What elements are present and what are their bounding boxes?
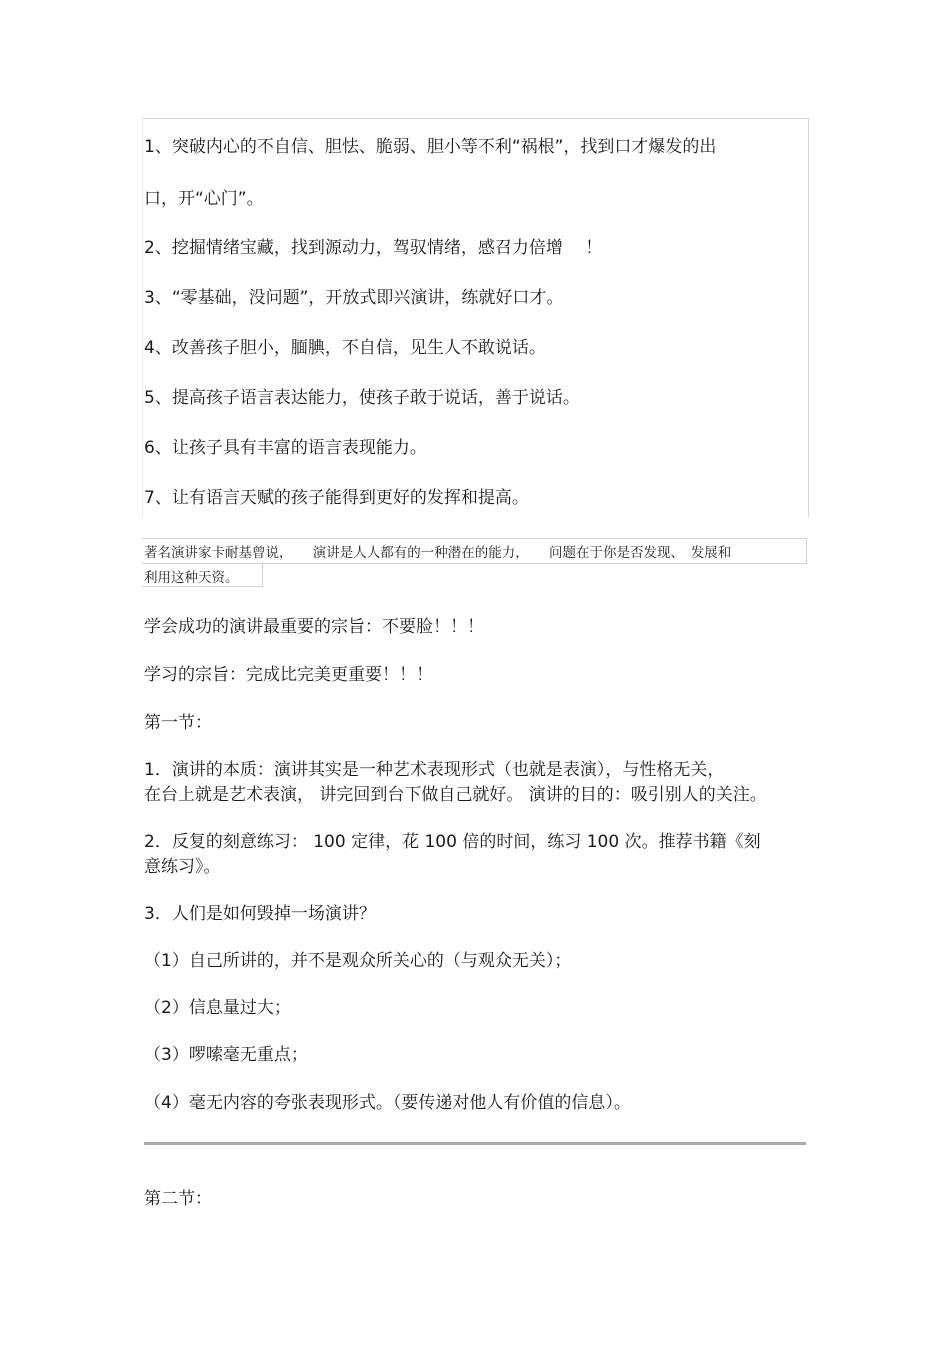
- section-1-sub-1: （1）自己所讲的，并不是观众所关心的（与观众无关）；: [144, 951, 572, 971]
- goal-line-1: 1、突破内心的不自信、胆怯、脆弱、胆小等不利“祸根”，找到口才爆发的出: [144, 137, 717, 157]
- goal-line-1-cont: 口，开“心门”。: [144, 189, 264, 209]
- section-1-item-2-line-2: 意练习》。: [144, 857, 221, 877]
- section-1-item-1-line-1: 1．演讲的本质：演讲其实是一种艺术表现形式（也就是表演），与性格无关，: [144, 760, 725, 780]
- goal-line-4: 4、改善孩子胆小，腼腆，不自信，见生人不敢说话。: [144, 338, 546, 358]
- section-1-sub-4: （4）毫无内容的夸张表现形式。（要传递对他人有价值的信息）。: [144, 1093, 631, 1113]
- section-divider: [144, 1142, 806, 1145]
- section-2-heading: 第二节：: [144, 1189, 212, 1209]
- goal-line-7: 7、让有语言天赋的孩子能得到更好的发挥和提高。: [144, 488, 529, 508]
- section-1-sub-2: （2）信息量过大；: [144, 998, 291, 1018]
- goal-line-6: 6、让孩子具有丰富的语言表现能力。: [144, 438, 427, 458]
- goal-line-2: 2、挖掘情绪宝藏，找到源动力，驾驭情绪，感召力倍增 ！: [144, 238, 603, 258]
- section-1-item-3: 3．人们是如何毁掉一场演讲？: [144, 904, 376, 924]
- quote-line-2: 利用这种天资。: [144, 570, 239, 586]
- quote-line-1: 著名演讲家卡耐基曾说， 演讲是人人都有的一种潜在的能力， 问题在于你是否发现、 发展和: [144, 545, 732, 561]
- section-1-item-2-line-1: 2．反复的刻意练习： 100 定律，花 100 倍的时间，练习 100 次。推荐书籍《刻: [144, 832, 761, 852]
- section-1-item-1-line-2: 在台上就是艺术表演， 讲完回到台下做自己就好。 演讲的目的：吸引别人的关注。: [144, 785, 767, 805]
- principle-1: 学会成功的演讲最重要的宗旨：不要脸！！！: [144, 617, 484, 637]
- section-1-sub-3: （3）啰嗦毫无重点；: [144, 1045, 308, 1065]
- principle-2: 学习的宗旨：完成比完美更重要！！！: [144, 665, 433, 685]
- section-1-heading: 第一节：: [144, 713, 212, 733]
- goal-line-5: 5、提高孩子语言表达能力，使孩子敢于说话，善于说话。: [144, 388, 580, 408]
- goal-line-3: 3、“零基础，没问题”，开放式即兴演讲，练就好口才。: [144, 288, 564, 308]
